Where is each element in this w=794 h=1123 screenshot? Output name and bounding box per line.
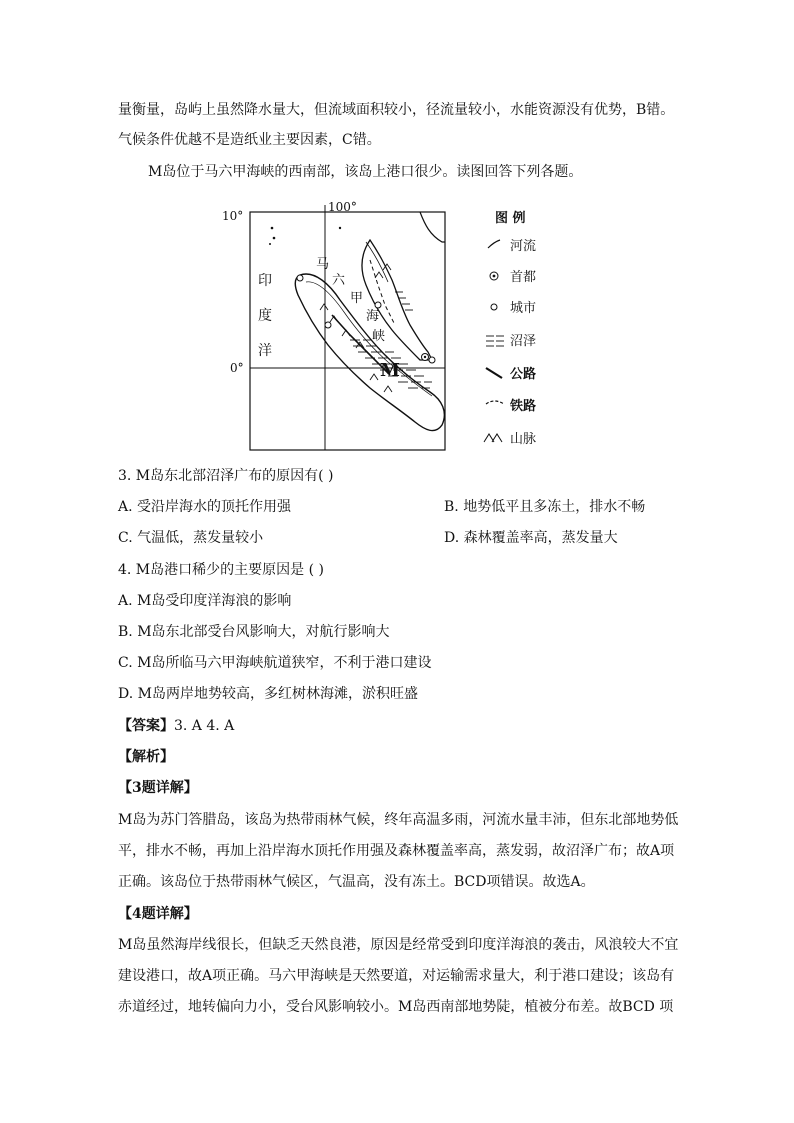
svg-text:公路: 公路 xyxy=(510,367,537,382)
highway-icon xyxy=(486,368,502,378)
q4-option-a: A. M岛受印度洋海浪的影响 xyxy=(118,593,292,609)
lat-zero-label: 0° xyxy=(230,361,244,375)
strait-label-5: 峡 xyxy=(372,329,386,344)
q3-detail-text: 平，排水不畅，再加上沿岸海水顶托作用强及森林覆盖率高，蒸发弱，故沼泽广布；故A项 xyxy=(118,843,675,859)
island-label: M xyxy=(380,360,400,381)
city-icon xyxy=(491,304,497,310)
q3-detail-text: 正确。该岛位于热带雨林气候区，气温高，没有冻土。BCD项错误。故选A。 xyxy=(118,874,595,890)
legend-item-mountain xyxy=(484,432,536,447)
q3-option-c: C. 气温低，蒸发量较小 xyxy=(118,530,264,546)
svg-text:沼泽: 沼泽 xyxy=(510,334,537,349)
q3-option-d: D. 森林覆盖率高，蒸发量大 xyxy=(444,530,618,546)
svg-text:山脉: 山脉 xyxy=(510,432,537,447)
answer-line xyxy=(118,716,234,736)
q3-stem: 3. M岛东北部沼泽广布的原因有( ) xyxy=(118,468,334,484)
q4-detail-label: 【4题详解】 xyxy=(118,906,198,922)
city-marker xyxy=(325,322,331,328)
legend-item-river xyxy=(488,238,536,254)
strait-label-1: 马 xyxy=(316,257,330,272)
river-icon xyxy=(488,240,500,248)
ocean-label-3: 洋 xyxy=(258,343,272,359)
answer-label: 【答案】 xyxy=(118,718,174,734)
text-line: 量衡量，岛屿上虽然降水量大，但流域面积较小，径流量较小，水能资源没有优势，B错。 xyxy=(118,102,675,118)
railway-icon xyxy=(486,401,504,404)
text-line: 气候条件优越不是造纸业主要因素，C错。 xyxy=(118,132,381,148)
q4-detail-text: M岛虽然海岸线很长，但缺乏天然良港，原因是经常受到印度洋海浪的袭击，风浪较大不宜 xyxy=(118,937,679,953)
sumatra-island xyxy=(295,274,444,431)
svg-text:首都: 首都 xyxy=(510,270,537,285)
legend-item-highway xyxy=(486,366,536,382)
strait-label-2: 六 xyxy=(332,273,346,288)
mountain-icon xyxy=(484,434,502,442)
legend-title: 图 例 xyxy=(495,211,526,226)
q3-option-b: B. 地势低平且多冻土，排水不畅 xyxy=(444,499,646,515)
strait-label-3: 甲 xyxy=(350,291,364,306)
swamp-icon xyxy=(486,336,504,346)
city-marker xyxy=(375,302,381,308)
legend-item-swamp xyxy=(486,334,536,349)
q4-option-d: D. M岛两岸地势较高，多红树林海滩，淤积旺盛 xyxy=(118,686,418,702)
q4-detail-text: 赤道经过，地转偏向力小，受台风影响较小。M岛西南部地势陡，植被分布差。故BCD 项 xyxy=(118,999,674,1015)
lon-label: 100° xyxy=(328,200,357,214)
question-intro: M岛位于马六甲海峡的西南部，该岛上港口很少。读图回答下列各题。 xyxy=(148,164,583,180)
city-marker xyxy=(297,275,303,281)
map-frame xyxy=(250,212,445,450)
lat-top-label: 10° xyxy=(222,209,244,223)
q3-detail-label: 【3题详解】 xyxy=(118,780,198,796)
legend-item-city xyxy=(491,301,536,316)
q3-detail-text: M岛为苏门答腊岛，该岛为热带雨林气候，终年高温多雨，河流水量丰沛，但东北部地势低 xyxy=(118,812,679,828)
legend-item-capital xyxy=(490,269,536,285)
ocean-label-2: 度 xyxy=(258,308,272,324)
answer-text: 3. A 4. A xyxy=(174,718,235,734)
q4-option-c: C. M岛所临马六甲海峡航道狭窄，不利于港口建设 xyxy=(118,655,432,671)
analysis-label: 【解析】 xyxy=(118,749,174,765)
svg-text:河流: 河流 xyxy=(510,239,537,254)
city-marker xyxy=(429,357,435,363)
svg-text:城市: 城市 xyxy=(510,301,537,316)
q4-option-b: B. M岛东北部受台风影响大，对航行影响大 xyxy=(118,624,390,640)
q4-stem: 4. M岛港口稀少的主要原因是 ( ) xyxy=(118,562,324,578)
q3-option-a: A. 受沿岸海水的顶托作用强 xyxy=(118,499,292,515)
sumatra-map xyxy=(220,200,570,455)
q4-detail-text: 建设港口，故A项正确。马六甲海峡是天然要道，对运输需求量大，利于港口建设；该岛有 xyxy=(118,968,675,984)
svg-text:铁路: 铁路 xyxy=(510,399,537,414)
legend-item-railway xyxy=(486,398,536,414)
ocean-label-1: 印 xyxy=(258,273,272,289)
strait-label-4: 海 xyxy=(366,309,380,324)
